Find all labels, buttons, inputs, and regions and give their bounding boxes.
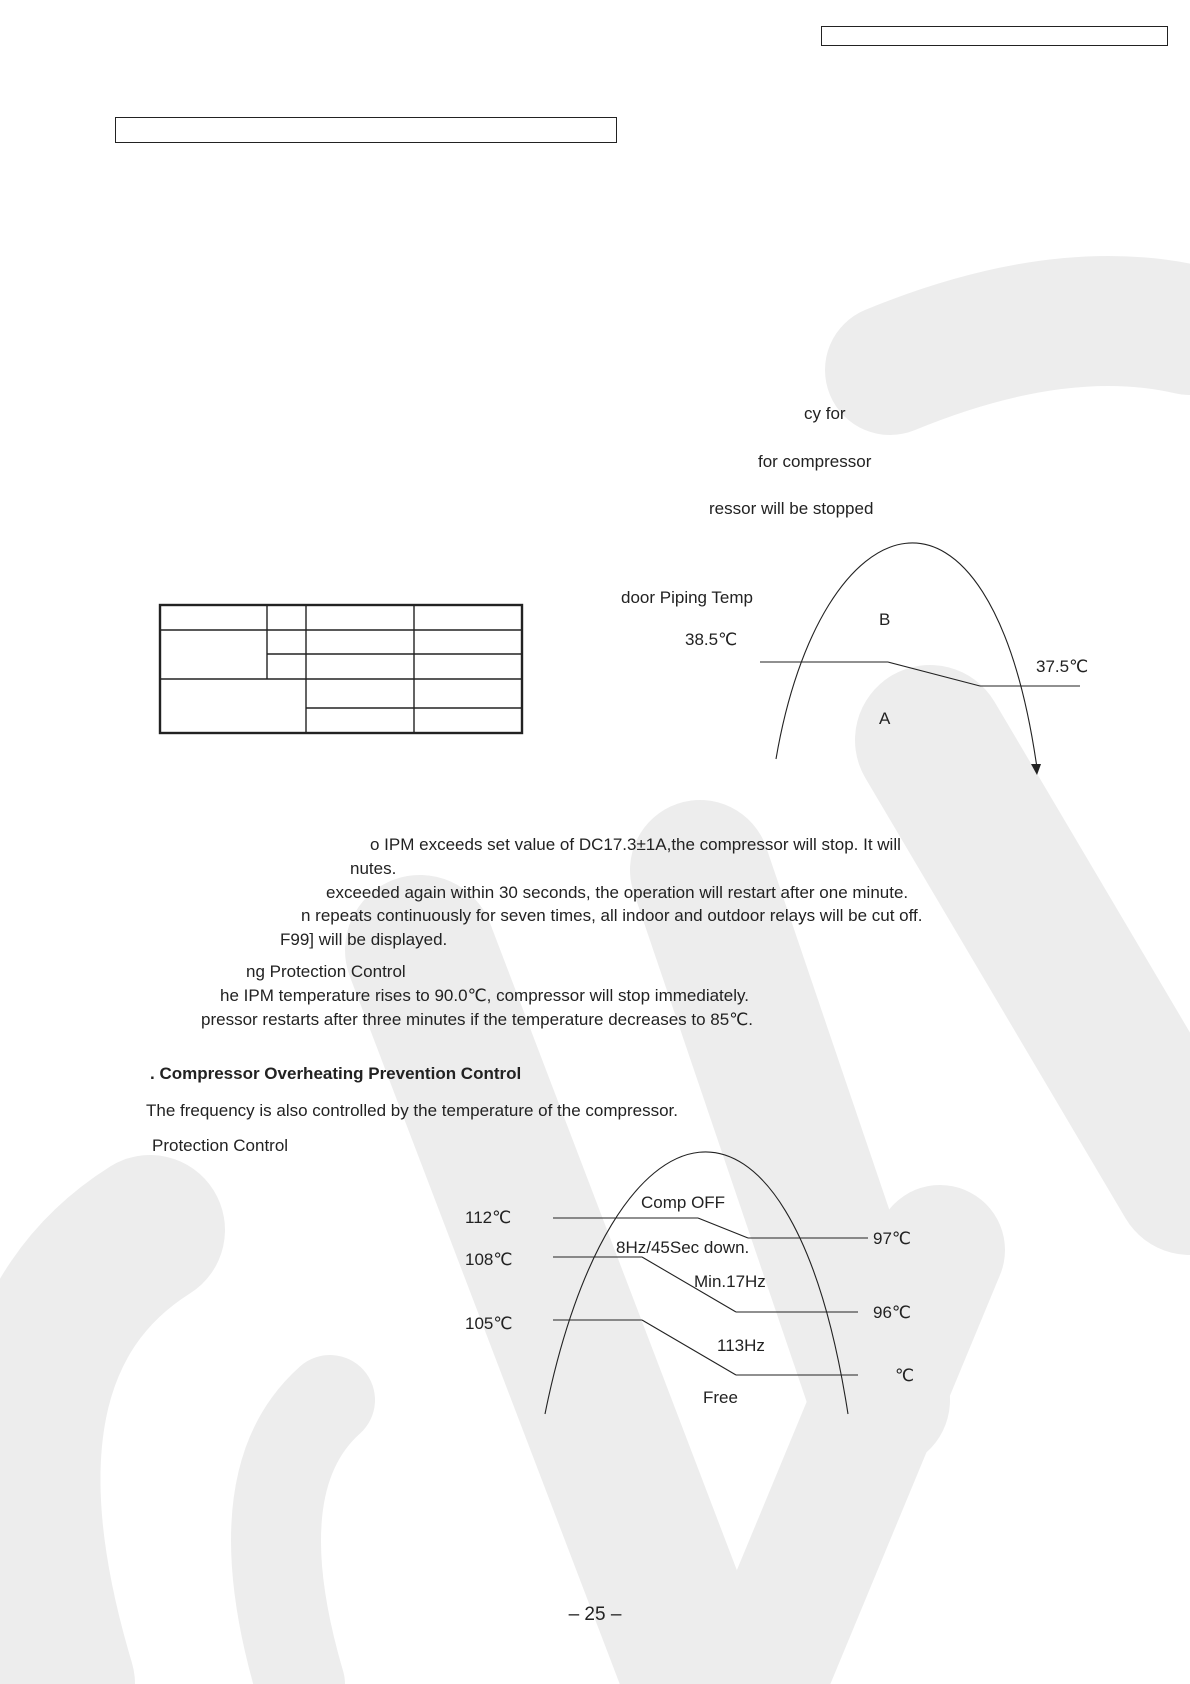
text-line: ressor will be stopped [709,499,874,518]
text-line: cy for [804,404,846,423]
text-line: for compressor [758,452,872,471]
piping-zone-b: B [879,610,891,629]
piping-temp-low: 37.5℃ [1036,657,1089,676]
ipm-temp-line-1: he IPM temperature rises to 90.0℃, compressor will stop immediately. [220,986,749,1005]
freq-down-label: 8Hz/45Sec down. [616,1238,750,1257]
section-intro: The frequency is also controlled by the temperature of the compressor. [146,1101,678,1120]
max-freq-label: 113Hz [717,1336,765,1355]
temp-unit: ℃ [895,1366,915,1385]
free-label: Free [703,1388,738,1407]
page-number: – 25 – [568,1604,622,1625]
ipm-line-3: exceeded again within 30 seconds, the operation will restart after one minute. [326,883,909,902]
line-112-slope [698,1218,748,1238]
temp-105: 105℃ [465,1314,513,1333]
ipm-line-4: n repeats continuously for seven times, all indoor and outdoor relays will be cut off. [301,906,923,925]
min-freq-label: Min.17Hz [694,1272,766,1291]
ipm-line-1: o IPM exceeds set value of DC17.3±1A,the compressor will stop. It will [370,835,901,854]
temp-96: 96℃ [873,1303,912,1322]
temp-108: 108℃ [465,1250,513,1269]
temp-97: 97℃ [873,1229,912,1248]
piping-title: door Piping Temp [621,588,753,607]
ipm-heading: ng Protection Control [246,962,406,981]
comp-off-label: Comp OFF [641,1193,726,1212]
piping-temp-high: 38.5℃ [685,630,738,649]
ipm-line-5: F99] will be displayed. [280,930,448,949]
ipm-line-2: nutes. [350,859,397,878]
protection-label: Protection Control [152,1136,289,1155]
piping-zone-a: A [879,709,891,728]
section-heading: . Compressor Overheating Prevention Control [150,1064,522,1083]
ipm-temp-line-2: pressor restarts after three minutes if the temperature decreases to 85℃. [201,1010,754,1029]
temp-112: 112℃ [465,1208,512,1227]
